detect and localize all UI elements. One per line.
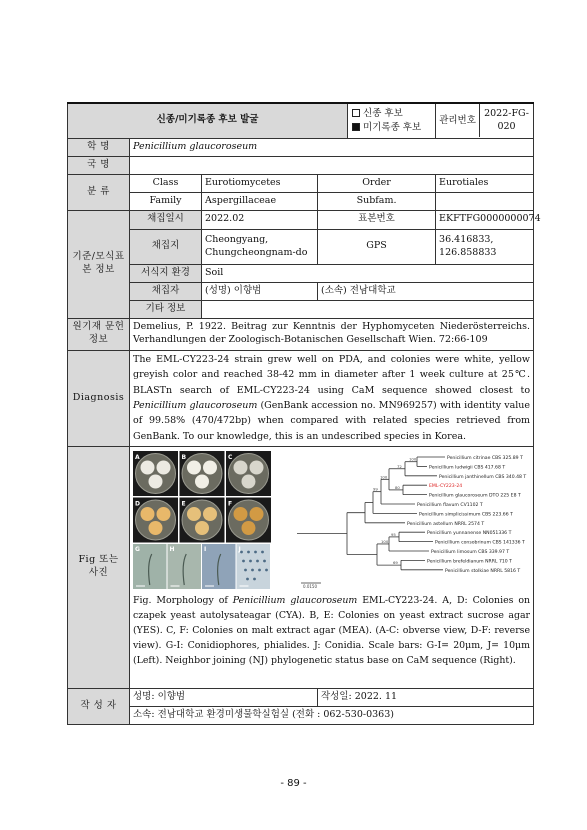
collector-name: (성명) 이향범 [202, 282, 318, 300]
bootstrap-value: 99 [373, 486, 378, 492]
option-unrecorded-species[interactable]: 미기록종 후보 [352, 121, 432, 135]
plate-letter: A [135, 453, 140, 461]
tree-taxon-label: Penicillium janthinellum CBS 340.48 T [439, 474, 527, 480]
plate-letter: G [135, 545, 140, 553]
colony [141, 507, 155, 521]
original-reference-label: 원기재 문헌 정보 [68, 318, 130, 350]
option-new-species[interactable]: 신종 후보 [352, 107, 432, 121]
tree-taxon-label: Penicillium brefeldianum NRRL 710 T [427, 558, 512, 564]
class-value: Eurotiomycetes [202, 174, 318, 192]
bootstrap-value: 100 [409, 456, 417, 462]
conidium-dot [263, 559, 266, 562]
management-number-cell [436, 103, 534, 138]
collection-date-label: 채집일시 [130, 210, 202, 229]
collection-site-value: Cheongyang, Chungcheongnam-do [202, 229, 318, 264]
family-value: Aspergillaceae [202, 192, 318, 210]
record-table [67, 102, 541, 725]
classification-label: 분 류 [68, 174, 130, 210]
tree-taxon-label: Penicillium glaucoroseum DTO 225 E8 T [429, 493, 521, 499]
class-label: Class [130, 174, 202, 192]
tree-taxon-label: Penicillium simplicissimum CBS 223.66 T [419, 511, 513, 517]
bootstrap-value: 80 [395, 484, 400, 490]
colony [141, 460, 155, 474]
conidium-dot [265, 568, 268, 571]
author-affiliation: 소속: 전남대학교 환경미생물학실험실 (전화 : 062-530-0363) [130, 706, 534, 724]
colony [234, 507, 248, 521]
korean-name-label: 국 명 [68, 156, 130, 174]
candidate-type-options [348, 103, 436, 138]
bootstrap-value: 69 [393, 559, 398, 565]
checkbox-empty[interactable] [352, 109, 360, 117]
tree-taxon-label: Penicillium flavum CV1102 T [417, 502, 483, 508]
colony [242, 521, 256, 535]
morphology-plate-image [133, 451, 271, 589]
other-info-value [202, 300, 534, 318]
habitat-value: Soil [202, 264, 534, 282]
specimen-info-label: 기준/모식표 본 정보 [68, 210, 130, 318]
collection-site-label: 채집지 [130, 229, 202, 264]
colony [187, 460, 201, 474]
mgmt-label: 관리번호 [436, 104, 480, 137]
conidium-dot [256, 559, 259, 562]
mgmt-value: 2022-FG-020 [484, 107, 530, 132]
specimen-number-label: 표본번호 [318, 210, 436, 229]
colony [149, 521, 163, 535]
conidium-dot [246, 577, 249, 580]
conidium-dot [251, 568, 254, 571]
plate-letter: J [238, 545, 241, 553]
colony [250, 460, 264, 474]
plate-letter: B [181, 453, 187, 461]
gps-label: GPS [318, 229, 436, 264]
figure-label: Fig 또는 사진 [68, 446, 130, 688]
tree-taxon-label: Penicillium astellum NRRL 2574 T [407, 521, 485, 527]
tree-scale-label: 0.0150 [303, 583, 317, 589]
tree-taxon-label: Penicillium limosum CBS 339.97 T [431, 549, 510, 555]
colony [250, 507, 264, 521]
species-record-form [67, 102, 541, 725]
family-label: Family [130, 192, 202, 210]
plate-letter: I [204, 545, 207, 553]
diagnosis-text: The EML-CY223-24 strain grew well on PDA, and colonies were white, yellow greyish color and reached 38-42 mm in diameter after 1 week culture at 25℃. BLASTn search of EML-CY223-24 using CaM sequence showed closest to Penicillium glaucoroseum (GenBank accession no. MN969257) with identity value of 99.58% (470/472bp) when compared with related species retrieved from GenBank. To our knowledge, this is an undescribed species in Korea. [130, 350, 534, 446]
phylogenetic-tree [277, 451, 547, 589]
tree-taxon-label: Penicillium citrinae CBS 325.89 T [447, 455, 523, 461]
author-label: 작 성 자 [68, 688, 130, 724]
plate-letter: H [169, 545, 175, 553]
form-title: 신종/미기록종 후보 발굴 [68, 103, 348, 138]
original-reference-text: Demelius, P. 1922. Beitrag zur Kenntnis der Hyphomyceten Niederösterreichs. Verhandlungen der Zoologisch-Botanischen Gesellschaft Wien. 72:66-109 [130, 318, 534, 350]
tree-taxon-label: Penicillium ludwigii CBS 417.68 T [429, 464, 506, 470]
author-name: 성명: 이향범 [130, 688, 318, 706]
colony [149, 474, 163, 488]
figure-cell [130, 446, 534, 688]
figure-caption: Fig. Morphology of Penicillium glaucoroseum EML-CY223-24. A, D: Colonies on czapek yeast autolysateagar (CYA). B, E: Colonies on yeast extract sucrose agar (YES). C, F: Colonies on malt extract agar (MEA). (A-C: obverse view, D-F: reverse view). G-I: Conidiophores, phialides. J: Conidia. Scale bars: G-I= 20μm, J= 10μm (Left). Neighbor joining (NJ) phylogenetic status base on CaM sequence (Right). [133, 594, 531, 667]
bootstrap-value: 100 [380, 473, 388, 479]
habitat-label: 서식지 환경 [130, 264, 202, 282]
checkbox-filled[interactable] [352, 123, 360, 131]
conidium-dot [258, 568, 261, 571]
subfamily-value [436, 192, 534, 210]
colony [203, 460, 217, 474]
tree-taxon-label: Penicillium consobrinum CBS 141336 T [435, 540, 525, 546]
collector-label: 채집자 [130, 282, 202, 300]
scientific-name-label: 학 명 [68, 138, 130, 156]
conidium-dot [249, 559, 252, 562]
colony [242, 474, 256, 488]
conidium-dot [254, 550, 257, 553]
conidium-dot [261, 550, 264, 553]
colony [157, 460, 171, 474]
order-label: Order [318, 174, 436, 192]
other-info-label: 기타 정보 [130, 300, 202, 318]
plate-letter: F [228, 500, 233, 507]
tree-taxon-label: Penicillium stolkiae NRRL 5816 T [445, 568, 521, 574]
bootstrap-value: 72 [397, 463, 402, 469]
tree-taxon-label: EML-CY223-24 [429, 483, 463, 489]
gps-value: 36.416833, 126.858833 [436, 229, 534, 264]
diagnosis-label: Diagnosis [68, 350, 130, 446]
conidium-dot [247, 550, 250, 553]
plate-letter: D [135, 500, 140, 507]
korean-name-value [130, 156, 534, 174]
collector-affiliation: (소속) 전남대학교 [318, 282, 534, 300]
conidium-dot [242, 559, 245, 562]
plate-letter: E [181, 500, 186, 507]
plate-letter: C [228, 453, 233, 461]
conidium-dot [244, 568, 247, 571]
order-value: Eurotiales [436, 174, 534, 192]
collection-date-value: 2022.02 [202, 210, 318, 229]
colony [157, 507, 171, 521]
colony [203, 507, 217, 521]
colony [234, 460, 248, 474]
colony [195, 474, 209, 488]
bootstrap-value: 95 [391, 531, 396, 537]
colony [187, 507, 201, 521]
conidium-dot [253, 577, 256, 580]
bootstrap-value: 100 [381, 538, 389, 544]
subfamily-label: Subfam. [318, 192, 436, 210]
specimen-number-value: EKFTFG0000000074 [436, 210, 534, 229]
scientific-name-value: Penicillium glaucoroseum [130, 138, 534, 156]
diagnosis-species: Penicillium glaucoroseum [133, 400, 258, 411]
phylogenetic-tree-svg [277, 451, 547, 589]
author-date: 작성일: 2022. 11 [318, 688, 534, 706]
tree-taxon-label: Penicillium yunnanense NN051336 T [427, 530, 512, 536]
page-number: - 89 - [280, 778, 307, 789]
colony [195, 521, 209, 535]
morphology-plates [133, 451, 271, 589]
